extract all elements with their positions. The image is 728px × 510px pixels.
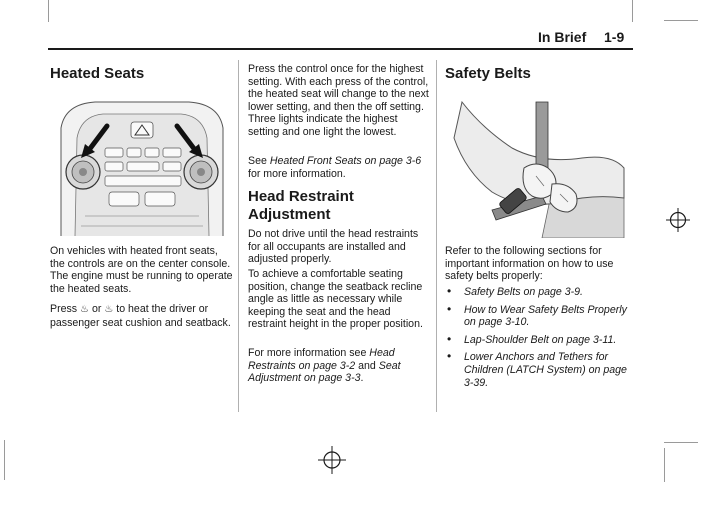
column-divider-2 <box>436 60 437 412</box>
safety-belt-buckle-illustration <box>452 98 626 238</box>
heated-seat-button-left-icon <box>66 155 100 189</box>
head-restraint-comfort-text: To achieve a comfortable seating position, change the seatback recline angle as little as necessary while keeping the seat and the head restraint height in the proper position. <box>248 268 423 331</box>
crop-mark-top-right-v <box>632 0 633 22</box>
crop-mark-mid-right-h <box>664 442 698 443</box>
see-prefix: See <box>248 155 267 167</box>
crop-mark-top-right-h <box>664 20 698 21</box>
or-label: or <box>91 303 102 315</box>
heated-seats-press-text <box>50 303 233 329</box>
crop-mark-right-v <box>664 448 665 482</box>
hazard-button-icon <box>131 122 153 138</box>
head-restraints-link[interactable]: Head Restraints on page 3-2 <box>248 347 395 372</box>
crop-mark-left-v <box>4 440 5 480</box>
running-header-section: In Brief <box>538 29 587 45</box>
bullet: • <box>447 301 452 316</box>
header-rule <box>48 48 633 50</box>
more-suffix: . <box>360 372 364 385</box>
heated-seats-intro-text: On vehicles with heated front seats, the controls are on the center console. The engine must be running to operate the heated seats. <box>50 245 233 295</box>
press-label: Press <box>50 303 78 315</box>
reference-link[interactable]: Safety Belts on page 3-9. <box>464 286 583 298</box>
column-divider-1 <box>238 60 239 412</box>
head-restraint-more-info <box>248 347 430 385</box>
registration-target-right <box>666 208 690 232</box>
safety-belt-reference-list <box>444 286 630 394</box>
see-suffix: for more information. <box>248 167 346 180</box>
heated-seats-heading: Heated Seats <box>50 65 145 82</box>
head-restraint-warning-text: Do not drive until the head restraints for all occupants are installed and adjusted properly. <box>248 228 419 266</box>
more-prefix: For more information see <box>248 347 367 359</box>
bullet: • <box>447 284 452 298</box>
heated-seat-button-right-icon <box>184 155 218 189</box>
safety-belts-intro-text: Refer to the following sections for important information on how to use safety belts properly: <box>445 245 614 283</box>
seat-adjustment-link[interactable]: Seat Adjustment on page 3-3 <box>248 359 401 385</box>
heat-description: to heat the driver or passenger seat cushion and seatback. <box>50 303 231 329</box>
bullet: • <box>447 349 452 364</box>
heated-seat-settings-text: Press the control once for the highest setting. With each press of the control, the heated seat will change to the next lower setting, and then the off setting. Three lights indicate the highest setting and one light the lowest. <box>248 63 429 138</box>
and-label: and <box>358 359 376 372</box>
reference-link[interactable]: Lower Anchors and Tethers for Children (LATCH System) on page 3-39. <box>464 351 627 389</box>
head-restraint-heading: Head Restraint Adjustment <box>248 188 354 223</box>
reference-item[interactable] <box>444 351 630 389</box>
heated-seats-see-ref <box>248 155 430 180</box>
heated-seats-console-illustration <box>55 98 229 238</box>
reference-item[interactable] <box>444 286 630 299</box>
heated-front-seats-link[interactable]: Heated Front Seats on page 3-6 <box>269 155 422 167</box>
reference-item[interactable] <box>444 301 630 329</box>
reference-link[interactable]: Lap-Shoulder Belt on page 3-11. <box>464 333 617 346</box>
reference-item[interactable] <box>444 331 630 347</box>
bullet: • <box>447 331 452 346</box>
safety-belts-heading: Safety Belts <box>445 65 531 82</box>
crop-mark-top-left-v <box>48 0 49 22</box>
registration-target-bottom <box>318 446 346 474</box>
page-number: 1-9 <box>604 29 625 45</box>
reference-link[interactable]: How to Wear Safety Belts Properly on page 3-10. <box>464 303 627 329</box>
passenger-heated-seat-icon: ♨ <box>104 304 114 315</box>
driver-heated-seat-icon: ♨ <box>80 304 90 315</box>
